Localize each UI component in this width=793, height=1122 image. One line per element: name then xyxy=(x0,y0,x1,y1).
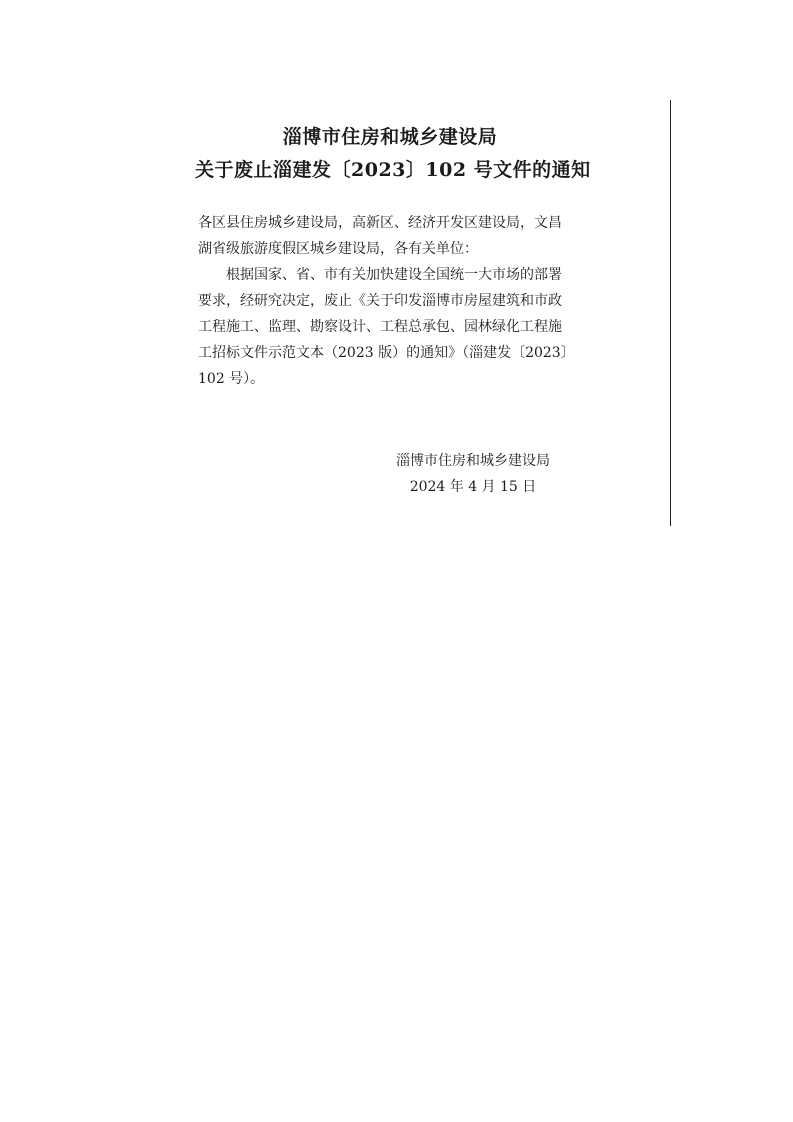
page-edge-rule xyxy=(670,100,671,526)
paragraph-line: 根据国家、省、市有关加快建设全国统一大市场的部署 xyxy=(226,267,562,283)
addressee-line: 湖省级旅游度假区城乡建设局，各有关单位： xyxy=(198,241,478,257)
signature-organization: 淄博市住房和城乡建设局 xyxy=(396,453,550,469)
body-paragraph xyxy=(198,262,588,392)
signature-date: 2024 年 4 月 15 日 xyxy=(409,479,537,495)
paragraph-line: 工招标文件示范文本（2023 版）的通知》（淄建发〔2023〕 xyxy=(198,345,575,361)
addressee-line: 各区县住房城乡建设局，高新区、经济开发区建设局，文昌 xyxy=(198,215,562,231)
document-title-issuer: 淄博市住房和城乡建设局 xyxy=(282,126,498,148)
paragraph-line: 要求，经研究决定，废止《关于印发淄博市房屋建筑和市政 xyxy=(198,293,562,309)
document-title-subject: 关于废止淄建发〔2023〕102 号文件的通知 xyxy=(195,159,591,181)
paragraph-line: 工程施工、监理、勘察设计、工程总承包、园林绿化工程施 xyxy=(198,319,562,335)
addressee xyxy=(198,210,588,262)
paragraph-line: 102 号）。 xyxy=(198,371,265,387)
